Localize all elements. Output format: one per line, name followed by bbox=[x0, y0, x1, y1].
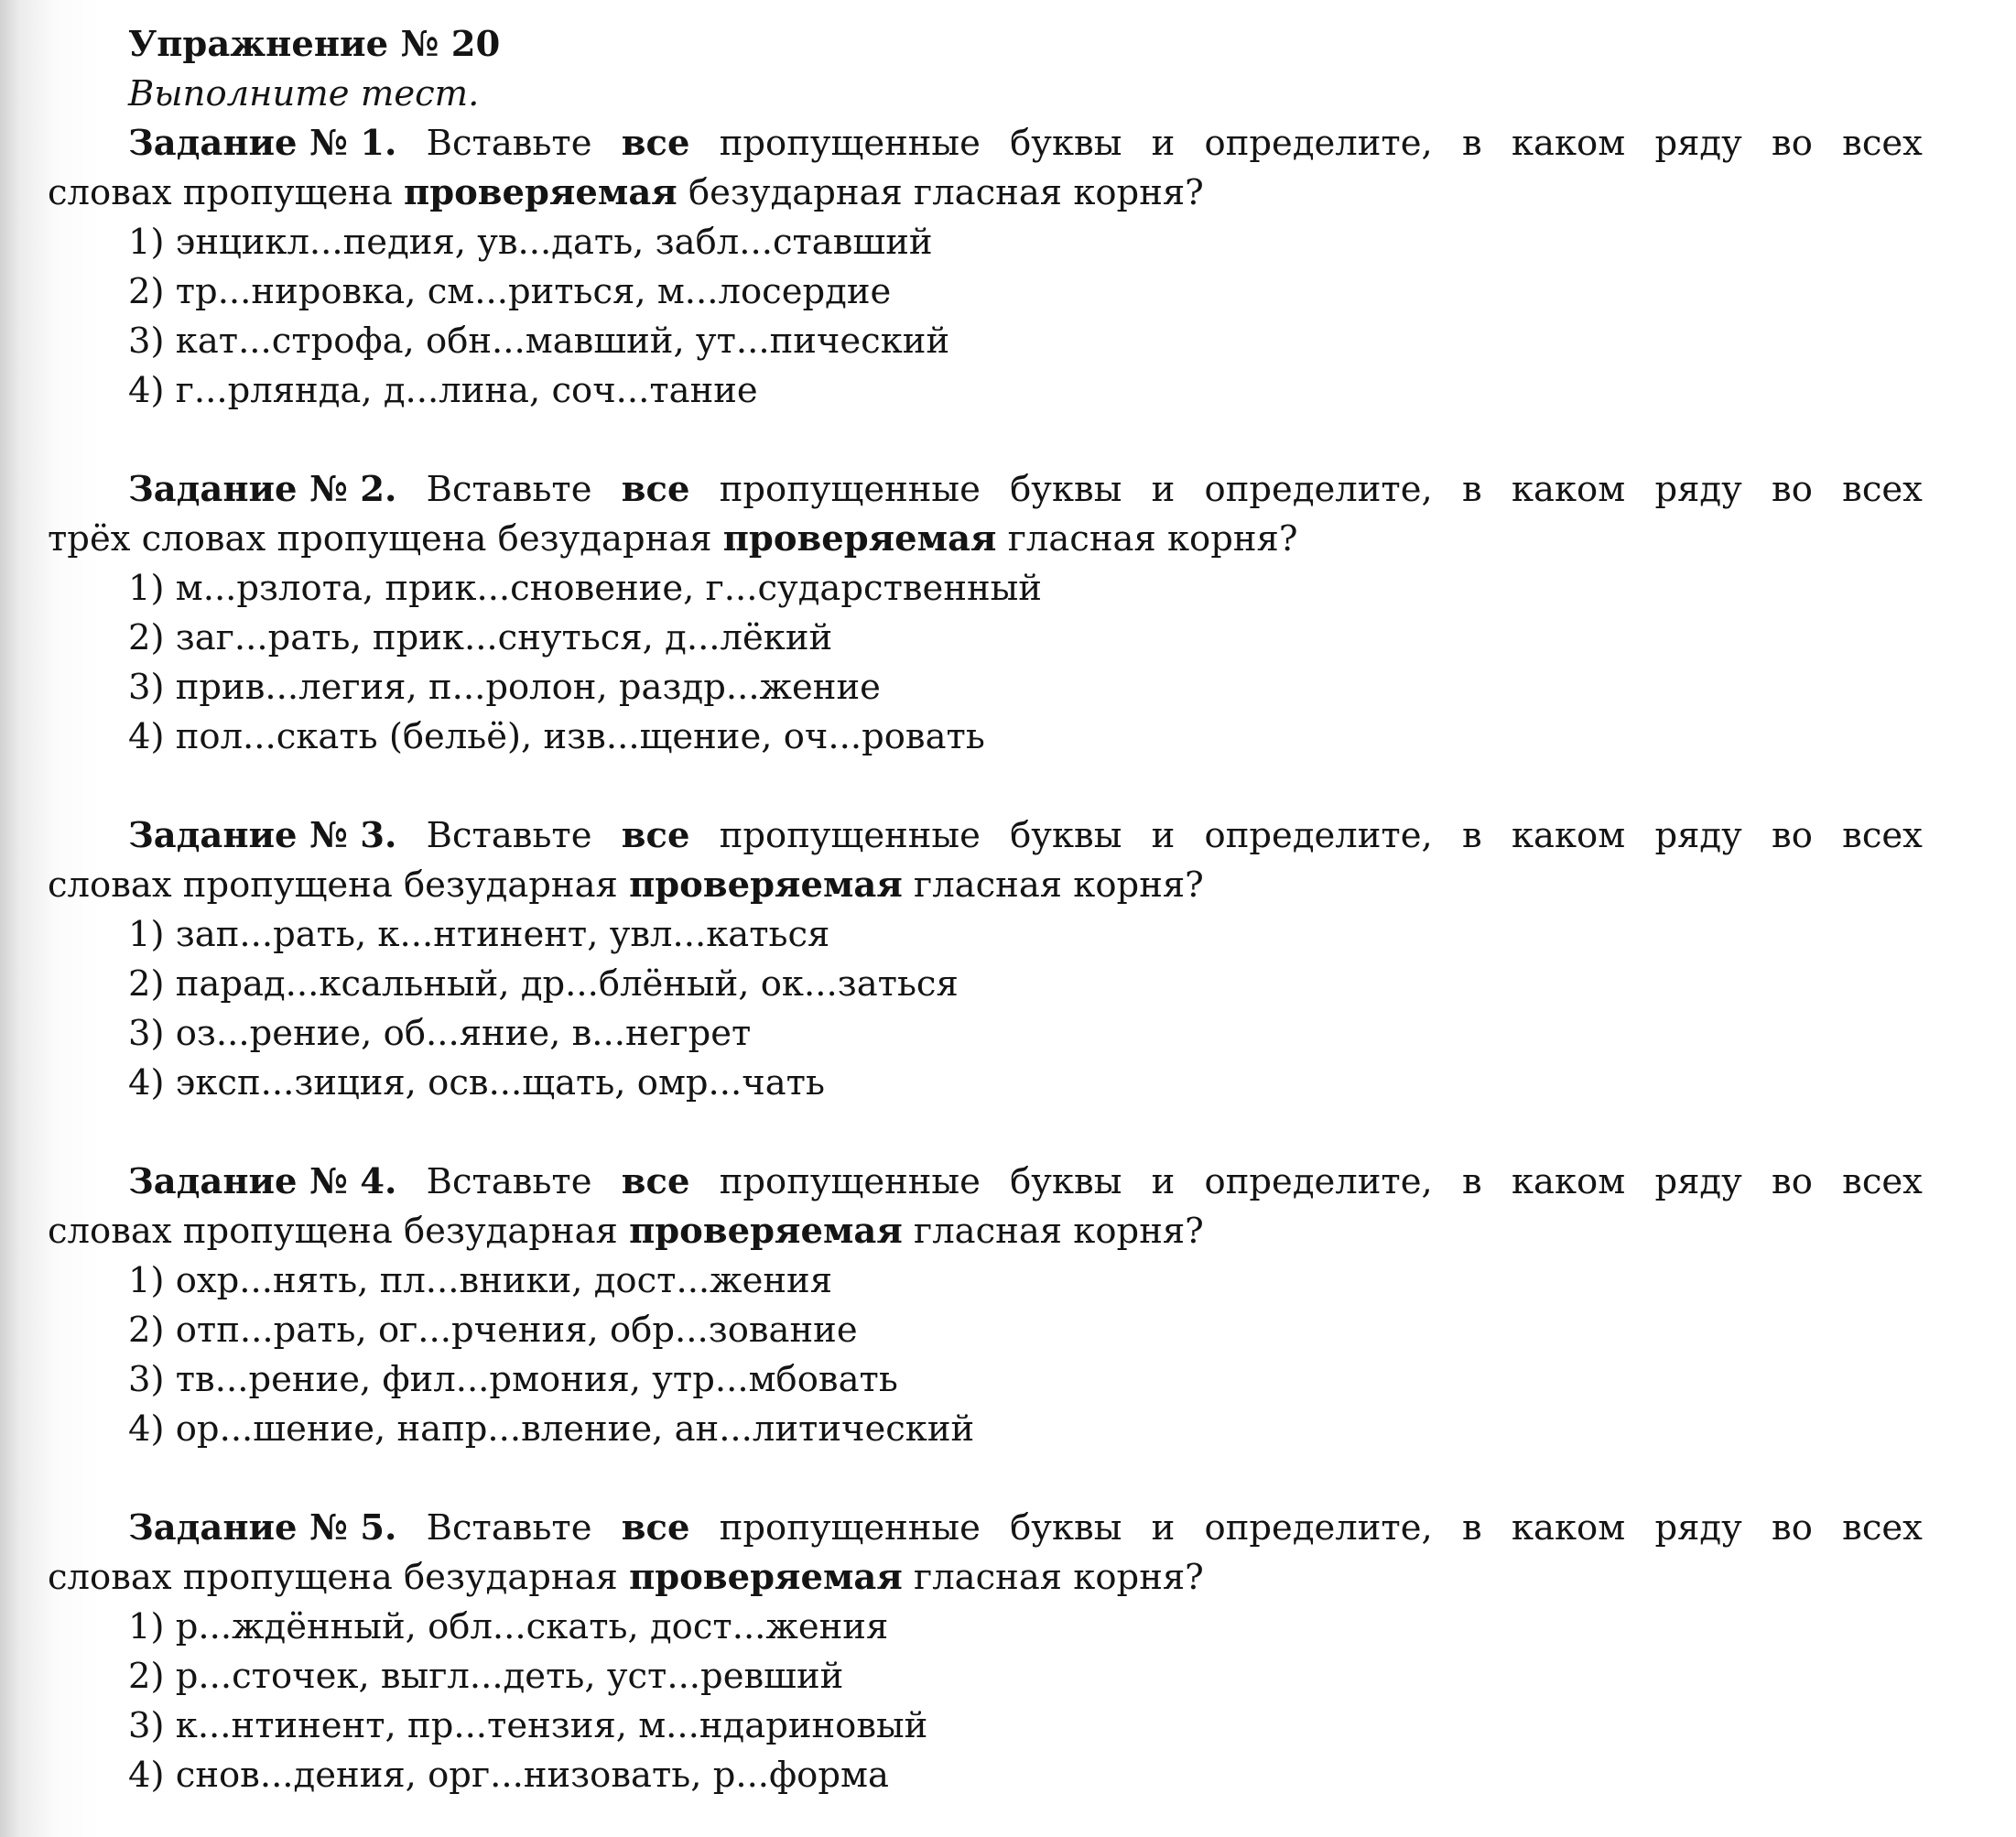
task-instruction-line-2 bbox=[48, 1207, 1923, 1256]
instruction-word: каком bbox=[1511, 123, 1626, 164]
task-separator bbox=[128, 1108, 1923, 1158]
answer-option-1: 1) р...ждённый, обл...скать, дост...жения bbox=[128, 1606, 889, 1647]
instruction-word: пропущенные bbox=[719, 1161, 981, 1202]
answer-option-1: 1) м...рзлота, прик...сновение, г...сударственный bbox=[128, 568, 1042, 609]
instruction-text: гласная корня? bbox=[902, 864, 1204, 906]
task-instruction-line-2 bbox=[48, 515, 1923, 564]
task-instruction-line-1 bbox=[128, 1158, 1923, 1207]
task-instruction-line-2 bbox=[48, 861, 1923, 910]
instruction-word: буквы bbox=[1010, 123, 1122, 164]
task-4 bbox=[48, 1158, 1923, 1454]
task-instruction-line-1 bbox=[128, 465, 1923, 515]
instruction-word: всех bbox=[1842, 815, 1923, 856]
instruction-word: в bbox=[1462, 815, 1482, 856]
task-5 bbox=[48, 1504, 1923, 1800]
task-1 bbox=[48, 119, 1923, 416]
instruction-word: и bbox=[1151, 1507, 1176, 1549]
instruction-word: всех bbox=[1842, 1507, 1923, 1549]
instruction-word: всех bbox=[1842, 469, 1923, 510]
instruction-text: гласная корня? bbox=[902, 1557, 1204, 1598]
instruction-word: Вставьте bbox=[426, 1507, 592, 1549]
task-instruction-line-2 bbox=[48, 1553, 1923, 1603]
exercise-title: Упражнение № 20 bbox=[128, 24, 501, 65]
instruction-word: всех bbox=[1842, 1161, 1923, 1202]
answer-option-4: 4) пол...скать (бельё), изв...щение, оч...ровать bbox=[128, 716, 985, 757]
task-label: Задание № 2. bbox=[128, 469, 397, 510]
instruction-text: словах пропущена bbox=[48, 172, 405, 213]
task-instruction-line-1 bbox=[128, 119, 1923, 168]
task-separator bbox=[128, 1454, 1923, 1504]
instruction-word: Вставьте bbox=[426, 469, 592, 510]
instruction-word: все bbox=[621, 469, 690, 510]
instruction-word: и bbox=[1151, 469, 1176, 510]
answer-option-4: 4) ор...шение, напр...вление, ан...литический bbox=[128, 1408, 975, 1450]
answer-option-3: 3) кат...строфа, обн...мавший, ут...пический bbox=[128, 321, 950, 362]
instruction-word: ряду bbox=[1654, 815, 1742, 856]
instruction-word: пропущенные bbox=[719, 815, 981, 856]
answer-option-4: 4) эксп...зиция, осв...щать, омр...чать bbox=[128, 1062, 825, 1103]
instruction-word: и bbox=[1151, 815, 1176, 856]
instruction-word: в bbox=[1462, 469, 1482, 510]
task-separator bbox=[128, 762, 1923, 811]
task-instruction-line-2 bbox=[48, 168, 1923, 218]
answer-option-4: 4) г...рлянда, д...лина, соч...тание bbox=[128, 370, 758, 411]
instruction-word: ряду bbox=[1654, 1507, 1742, 1549]
instruction-word: буквы bbox=[1010, 815, 1122, 856]
answer-option-3: 3) оз...рение, об...яние, в...негрет bbox=[128, 1013, 752, 1054]
answer-option-2: 2) парад...ксальный, др...блёный, ок...заться bbox=[128, 963, 959, 1005]
instruction-word: пропущенные bbox=[719, 123, 981, 164]
instruction-emphasis: проверяемая bbox=[404, 172, 677, 213]
instruction-word: определите, bbox=[1204, 123, 1433, 164]
instruction-word: в bbox=[1462, 1507, 1482, 1549]
answer-option-3: 3) прив...легия, п...ролон, раздр...жение bbox=[128, 667, 881, 708]
task-instruction-line-1 bbox=[128, 811, 1923, 861]
instruction-word: каком bbox=[1511, 1161, 1626, 1202]
instruction-word: буквы bbox=[1010, 1507, 1122, 1549]
instruction-word: во bbox=[1772, 815, 1813, 856]
task-label: Задание № 3. bbox=[128, 815, 397, 856]
instruction-word: каком bbox=[1511, 1507, 1626, 1549]
instruction-text: гласная корня? bbox=[996, 518, 1298, 560]
instruction-word: все bbox=[621, 123, 690, 164]
task-label: Задание № 4. bbox=[128, 1161, 397, 1202]
instruction-word: буквы bbox=[1010, 1161, 1122, 1202]
task-2 bbox=[48, 465, 1923, 762]
instruction-word: и bbox=[1151, 123, 1176, 164]
instruction-word: все bbox=[621, 1507, 690, 1549]
answer-option-4: 4) снов...дения, орг...низовать, р...форма bbox=[128, 1755, 889, 1796]
instruction-word: всех bbox=[1842, 123, 1923, 164]
instruction-word: ряду bbox=[1654, 1161, 1742, 1202]
instruction-text: трёх словах пропущена безударная bbox=[48, 518, 723, 560]
answer-option-1: 1) охр...нять, пл...вники, дост...жения bbox=[128, 1260, 832, 1301]
instruction-word: буквы bbox=[1010, 469, 1122, 510]
instruction-word: Вставьте bbox=[426, 123, 592, 164]
instruction-emphasis: проверяемая bbox=[629, 864, 903, 906]
exercise-content bbox=[48, 20, 1923, 1800]
answer-option-1: 1) энцикл...педия, ув...дать, забл...ставший bbox=[128, 222, 933, 263]
instruction-emphasis: проверяемая bbox=[722, 518, 997, 560]
answer-option-2: 2) заг...рать, прик...снуться, д...лёкий bbox=[128, 617, 833, 658]
instruction-word: определите, bbox=[1204, 1507, 1433, 1549]
instruction-emphasis: проверяемая bbox=[629, 1211, 903, 1252]
instruction-word: ряду bbox=[1654, 469, 1742, 510]
instruction-word: во bbox=[1772, 1161, 1813, 1202]
instruction-text: безударная гласная корня? bbox=[677, 172, 1204, 213]
answer-option-3: 3) тв...рение, фил...рмония, утр...мбовать bbox=[128, 1359, 898, 1400]
answer-option-1: 1) зап...рать, к...нтинент, увл...каться bbox=[128, 914, 830, 955]
instruction-text: словах пропущена безударная bbox=[48, 1211, 630, 1252]
answer-option-2: 2) тр...нировка, см...риться, м...лосердие bbox=[128, 271, 892, 312]
task-3 bbox=[48, 811, 1923, 1108]
task-label: Задание № 5. bbox=[128, 1507, 397, 1549]
answer-option-3: 3) к...нтинент, пр...тензия, м...ндариновый bbox=[128, 1705, 928, 1746]
instruction-word: и bbox=[1151, 1161, 1176, 1202]
instruction-word: во bbox=[1772, 123, 1813, 164]
instruction-word: определите, bbox=[1204, 815, 1433, 856]
instruction-word: все bbox=[621, 1161, 690, 1202]
exercise-subtitle: Выполните тест. bbox=[128, 73, 480, 114]
instruction-word: пропущенные bbox=[719, 469, 981, 510]
instruction-word: определите, bbox=[1204, 469, 1433, 510]
instruction-word: ряду bbox=[1654, 123, 1742, 164]
instruction-word: Вставьте bbox=[426, 815, 592, 856]
instruction-emphasis: проверяемая bbox=[629, 1557, 903, 1598]
task-label: Задание № 1. bbox=[128, 123, 397, 164]
instruction-word: каком bbox=[1511, 469, 1626, 510]
instruction-text: гласная корня? bbox=[902, 1211, 1204, 1252]
task-list bbox=[48, 119, 1923, 1800]
instruction-word: в bbox=[1462, 1161, 1482, 1202]
answer-option-2: 2) отп...рать, ог...рчения, обр...зование bbox=[128, 1310, 858, 1351]
instruction-word: в bbox=[1462, 123, 1482, 164]
instruction-word: определите, bbox=[1204, 1161, 1433, 1202]
instruction-word: все bbox=[621, 815, 690, 856]
instruction-word: во bbox=[1772, 1507, 1813, 1549]
instruction-word: пропущенные bbox=[719, 1507, 981, 1549]
task-instruction-line-1 bbox=[128, 1504, 1923, 1553]
instruction-word: каком bbox=[1511, 815, 1626, 856]
answer-option-2: 2) р...сточек, выгл...деть, уст...ревший bbox=[128, 1656, 844, 1697]
instruction-word: во bbox=[1772, 469, 1813, 510]
instruction-word: Вставьте bbox=[426, 1161, 592, 1202]
instruction-text: словах пропущена безударная bbox=[48, 1557, 630, 1598]
task-separator bbox=[128, 416, 1923, 465]
instruction-text: словах пропущена безударная bbox=[48, 864, 630, 906]
